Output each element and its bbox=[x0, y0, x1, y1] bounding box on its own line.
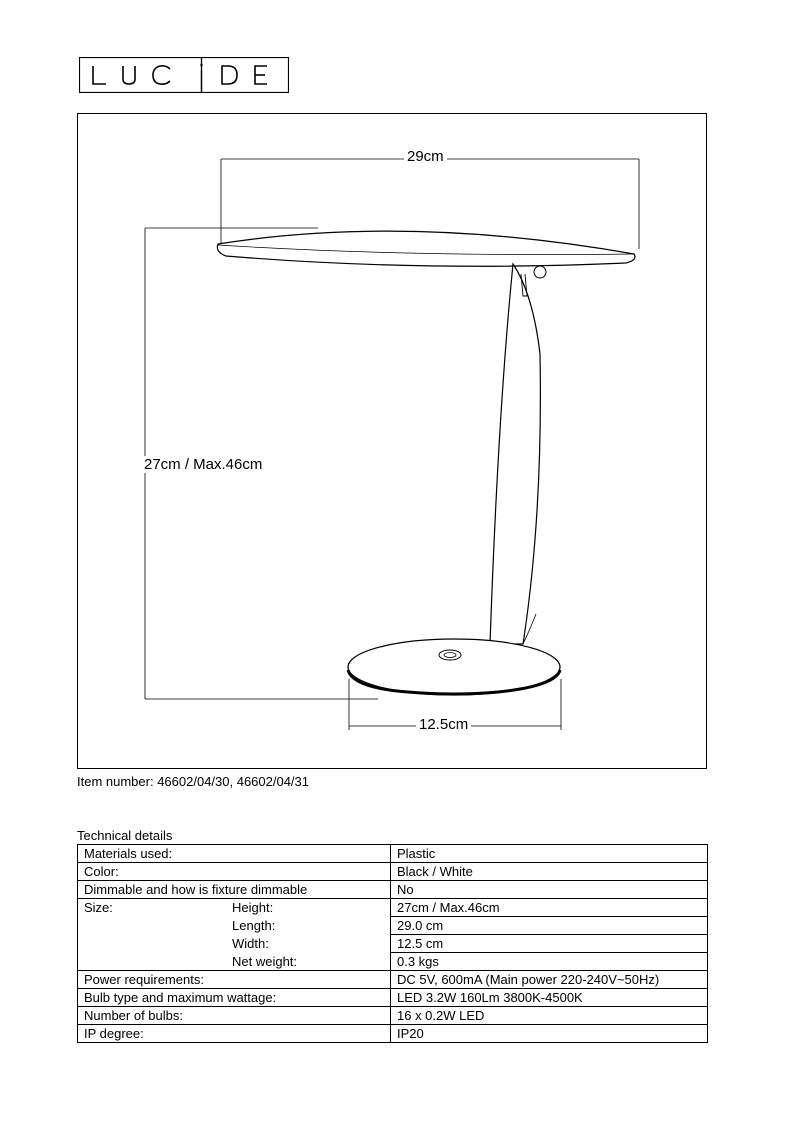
table-row bbox=[78, 989, 708, 1007]
spec-label-cell bbox=[78, 899, 391, 917]
spec-value: LED 3.2W 160Lm 3800K-4500K bbox=[391, 989, 708, 1007]
technical-details-table bbox=[77, 844, 708, 1043]
spec-value: Black / White bbox=[391, 863, 708, 881]
lamp-dimension-drawing bbox=[78, 114, 708, 770]
spec-value: IP20 bbox=[391, 1025, 708, 1043]
table-row bbox=[78, 845, 708, 863]
spec-label-cell bbox=[78, 917, 391, 935]
spec-value: 27cm / Max.46cm bbox=[391, 899, 708, 917]
spec-sublabel: Height: bbox=[232, 900, 274, 916]
table-row bbox=[78, 881, 708, 899]
spec-label: Dimmable and how is fixture dimmable bbox=[78, 881, 391, 899]
product-drawing bbox=[77, 113, 707, 769]
spec-label: IP degree: bbox=[78, 1025, 391, 1043]
spec-label: Size: bbox=[84, 900, 113, 916]
table-row bbox=[78, 971, 708, 989]
table-row bbox=[78, 1025, 708, 1043]
touch-switch bbox=[439, 650, 461, 660]
spec-value: Plastic bbox=[391, 845, 708, 863]
base-dimension-label: 12.5cm bbox=[416, 716, 471, 733]
table-row bbox=[78, 863, 708, 881]
lamp-arm bbox=[490, 264, 540, 644]
spec-sublabel: Net weight: bbox=[232, 953, 298, 969]
table-row bbox=[78, 899, 708, 917]
technical-details-title: Technical details bbox=[77, 828, 173, 843]
table-row bbox=[78, 1007, 708, 1025]
height-dimension-label: 27cm / Max.46cm bbox=[144, 456, 265, 473]
spec-value: DC 5V, 600mA (Main power 220-240V~50Hz) bbox=[391, 971, 708, 989]
spec-value: 29.0 cm bbox=[391, 917, 708, 935]
width-dimension-label: 29cm bbox=[404, 148, 447, 165]
spec-label: Materials used: bbox=[78, 845, 391, 863]
spec-value: 16 x 0.2W LED bbox=[391, 1007, 708, 1025]
pivot-knob bbox=[534, 266, 546, 278]
spec-label-cell bbox=[78, 953, 391, 971]
spec-value: 0.3 kgs bbox=[391, 953, 708, 971]
spec-value: 12.5 cm bbox=[391, 935, 708, 953]
spec-label: Bulb type and maximum wattage: bbox=[78, 989, 391, 1007]
spec-label: Number of bulbs: bbox=[78, 1007, 391, 1025]
item-number: Item number: 46602/04/30, 46602/04/31 bbox=[77, 774, 310, 789]
spec-label: Power requirements: bbox=[78, 971, 391, 989]
spec-label-cell bbox=[78, 935, 391, 953]
table-row bbox=[78, 917, 708, 935]
table-row bbox=[78, 935, 708, 953]
spec-value: No bbox=[391, 881, 708, 899]
spec-sublabel: Width: bbox=[232, 936, 269, 951]
spec-sublabel: Length: bbox=[232, 918, 276, 933]
lucide-logo bbox=[79, 57, 289, 93]
spec-label: Color: bbox=[78, 863, 391, 881]
table-row bbox=[78, 953, 708, 971]
